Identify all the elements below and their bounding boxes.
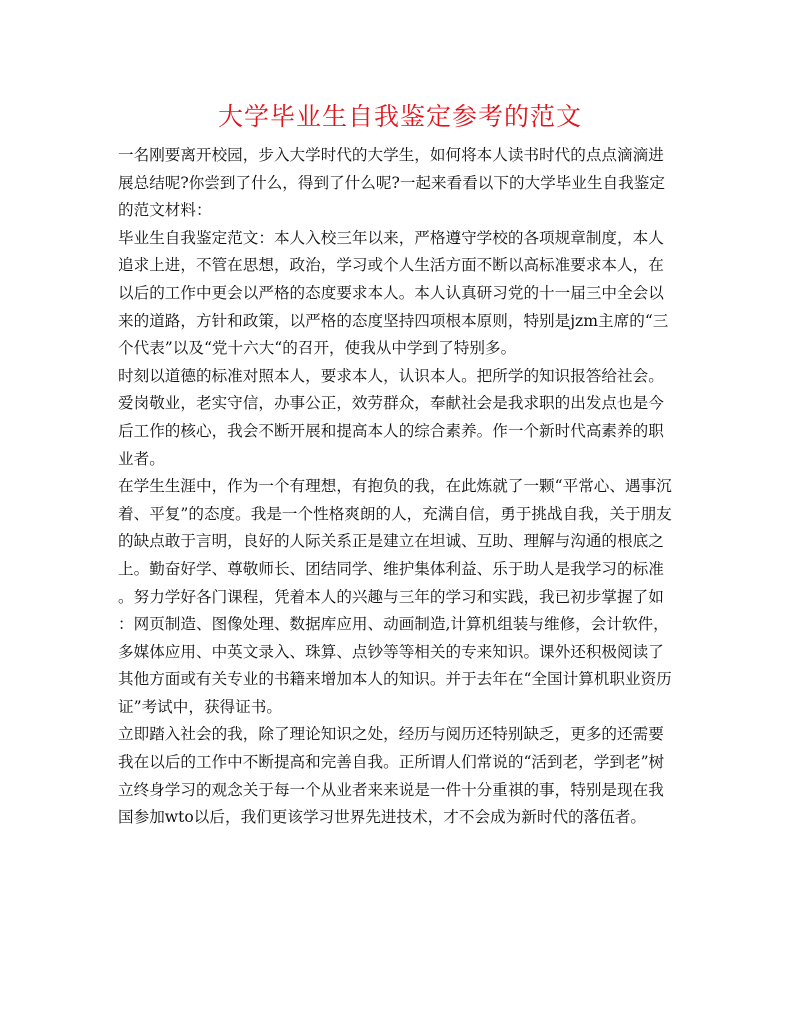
text-line: 时刻以道德的标准对照本人，要求本人，认识本人。把所学的知识报答给社会。: [118, 366, 664, 385]
paragraph: [118, 363, 684, 473]
text-line: 业者。: [118, 449, 165, 468]
document-body: [118, 142, 684, 832]
text-line: 其他方面或有关专业的书籍来增加本人的知识。并于去年在“全国计算机职业资历: [118, 670, 672, 689]
text-line: 多媒体应用、中英文录入、珠算、点钞等等相关的专来知识。课外还积极阅读了: [118, 642, 664, 661]
text-line: 立终身学习的观念关于每一个从业者来来说是一件十分重祺的事，特别是现在我: [118, 780, 664, 799]
text-line: ：网页制造、图像处理、数据库应用、动画制造,计算机组装与维修，会计软件，: [118, 615, 669, 634]
paragraph: [118, 721, 684, 831]
text-line: 上。勤奋好学、尊敬师长、团结同学、维护集体利益、乐于助人是我学习的标准: [118, 559, 664, 578]
text-line: 展总结呢?你尝到了什么，得到了什么呢?一起来看看以下的大学毕业生自我鉴定: [118, 173, 665, 192]
text-line: 国参加wto以后，我们更该学习世界先进技术，才不会成为新时代的落伍者。: [118, 808, 647, 827]
paragraph: [118, 225, 684, 363]
text-line: 后工作的核心，我会不断开展和提高本人的综合素养。作一个新时代高素养的职: [118, 421, 664, 440]
paragraph: [118, 142, 684, 225]
text-line: 个代表”以及“党十六大“的召开，使我从中学到了特别多。: [118, 339, 517, 358]
document-title: 大学毕业生自我鉴定参考的范文: [217, 102, 582, 131]
text-line: 证”考试中，获得证书。: [118, 697, 282, 716]
text-line: 来的道路，方针和政策，以严格的态度坚持四项根本原则，特别是jzm主席的“三: [118, 311, 669, 330]
text-line: 以后的工作中更会以严格的态度要求本人。本人认真研习党的十一届三中全会以: [118, 283, 664, 302]
text-line: 的缺点敢于言明，良好的人际关系正是建立在坦诚、互助、理解与沟通的根底之: [118, 532, 664, 551]
text-line: 我在以后的工作中不断提高和完善自我。正所谓人们常说的“活到老，学到老”树: [118, 753, 665, 772]
text-line: 的范文材料：: [118, 201, 212, 220]
text-line: 在学生生涯中，作为一个有理想，有抱负的我，在此炼就了一颗“平常心、遇事沉: [118, 477, 672, 496]
paragraph: [118, 473, 684, 721]
text-line: 一名刚要离开校园，步入大学时代的大学生，如何将本人读书时代的点点滴滴进: [118, 146, 664, 164]
text-line: 立即踏入社会的我，除了理论知识之处，经历与阅历还特别缺乏，更多的还需要: [118, 725, 664, 744]
text-line: 。努力学好各门课程，凭着本人的兴趣与三年的学习和实践，我已初步掌握了如: [118, 587, 664, 606]
text-line: 着、平复”的态度。我是一个性格爽朗的人，充满自信，勇于挑战自我，关于朋友: [118, 504, 672, 523]
text-line: 爱岗敬业，老实守信，办事公正，效劳群众，奉献社会是我求职的出发点也是今: [118, 394, 664, 413]
text-line: 追求上进，不管在思想，政治，学习或个人生活方面不断以高标准要求本人，在: [118, 256, 664, 275]
text-line: 毕业生自我鉴定范文：本人入校三年以来，严格遵守学校的各项规章制度，本人: [118, 228, 664, 247]
